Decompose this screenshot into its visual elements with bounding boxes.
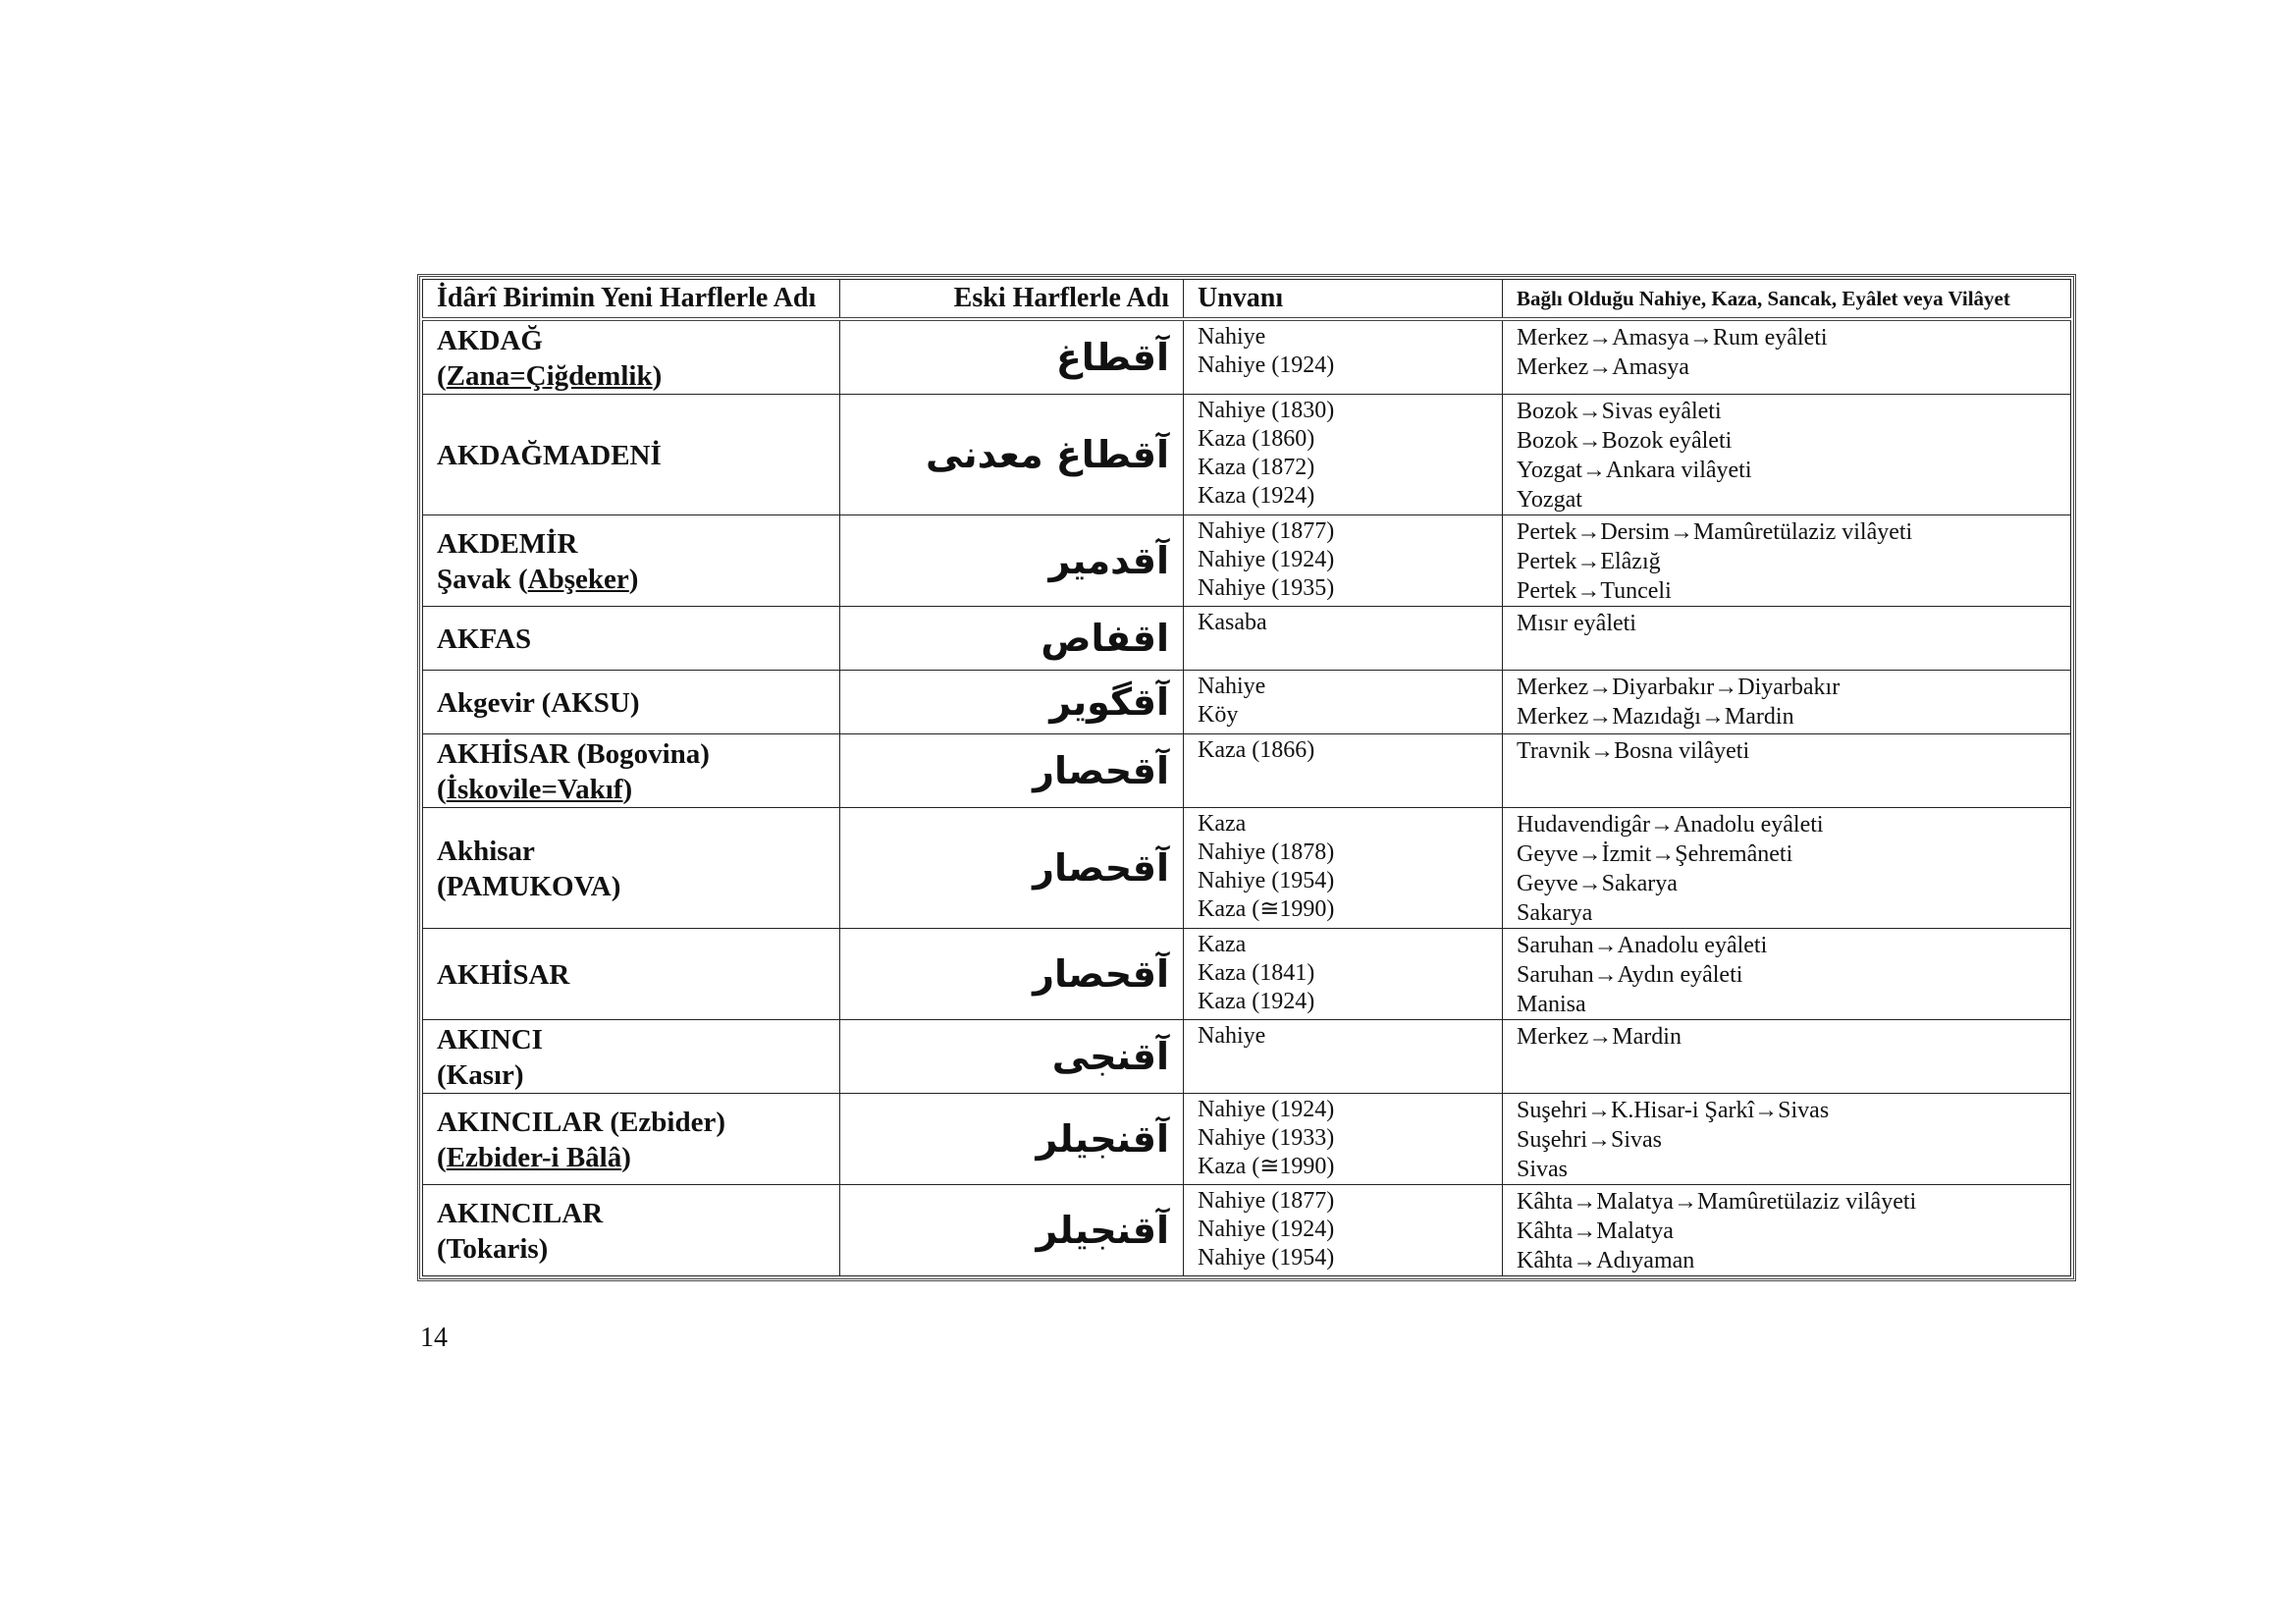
new-name-line <box>437 1105 826 1140</box>
title-item: Nahiye (1830) <box>1198 398 1335 423</box>
table-row <box>423 808 2071 929</box>
affiliation-item: Mısır eyâleti <box>1517 611 1636 636</box>
affiliation-item: Pertek→Tunceli <box>1517 578 1672 604</box>
name-text: (PAMUKOVA) <box>437 871 621 902</box>
title-item: Nahiye (1935) <box>1198 575 1335 601</box>
title-item: Kaza (1924) <box>1198 483 1315 509</box>
name-prefix: ( <box>437 360 447 392</box>
name-text: AKFAS <box>437 623 532 655</box>
title-cell <box>1184 319 1503 395</box>
table-row <box>423 734 2071 808</box>
new-name-line <box>437 772 826 807</box>
title-cell <box>1184 1094 1503 1185</box>
title-item: Kaza (1872) <box>1198 455 1315 480</box>
table-row <box>423 319 2071 395</box>
new-name-cell <box>423 607 840 671</box>
table-row <box>423 1185 2071 1276</box>
new-name-cell <box>423 395 840 515</box>
name-text: AKINCILAR <box>437 1198 604 1229</box>
new-name-line <box>437 1196 826 1231</box>
affiliation-cell <box>1503 1185 2071 1276</box>
new-name-line <box>437 438 826 473</box>
affiliation-item: Hudavendigâr→Anadolu eyâleti <box>1517 812 1824 838</box>
affiliation-item: Merkez→Mardin <box>1517 1024 1682 1050</box>
name-text: AKDAĞ <box>437 325 543 356</box>
title-item: Kaza (≅1990) <box>1198 896 1335 922</box>
affiliation-item: Saruhan→Aydın eyâleti <box>1517 962 1743 988</box>
title-cell <box>1184 515 1503 607</box>
affiliation-cell <box>1503 734 2071 808</box>
title-item: Kaza (1841) <box>1198 960 1315 986</box>
new-name-line <box>437 1140 826 1175</box>
affiliation-item: Sakarya <box>1517 900 1593 926</box>
table-header-row <box>423 280 2071 320</box>
title-item: Kaza (1924) <box>1198 989 1315 1014</box>
affiliation-item: Bozok→Sivas eyâleti <box>1517 399 1722 424</box>
title-item: Nahiye (1924) <box>1198 352 1335 378</box>
affiliation-item: Yozgat→Ankara vilâyeti <box>1517 458 1752 483</box>
new-name-line <box>437 622 826 657</box>
name-suffix: ) <box>628 564 639 595</box>
old-name-cell: اقفاص <box>840 607 1184 671</box>
affiliation-cell <box>1503 515 2071 607</box>
new-name-line <box>437 562 826 597</box>
name-text: AKINCILAR (Ezbider) <box>437 1107 726 1138</box>
new-name-cell <box>423 1020 840 1094</box>
title-item: Nahiye (1877) <box>1198 1188 1335 1214</box>
old-name-cell: آقنجى <box>840 1020 1184 1094</box>
table-row <box>423 671 2071 734</box>
affiliation-item: Yozgat <box>1517 487 1582 513</box>
affiliation-item: Saruhan→Anadolu eyâleti <box>1517 933 1768 958</box>
new-name-line <box>437 869 826 904</box>
new-name-line <box>437 1057 826 1093</box>
header-old-name: Eski Harflerle Adı <box>840 280 1184 320</box>
affiliation-cell <box>1503 319 2071 395</box>
name-suffix: ) <box>622 774 633 805</box>
affiliation-item: Merkez→Diyarbakır→Diyarbakır <box>1517 675 1841 700</box>
affiliation-item: Manisa <box>1517 992 1586 1017</box>
new-name-line <box>437 1231 826 1267</box>
affiliation-item: Suşehri→K.Hisar-i Şarkî→Sivas <box>1517 1098 1830 1123</box>
table-body <box>423 319 2071 1276</box>
old-name-cell: آقحصار <box>840 808 1184 929</box>
name-prefix: ( <box>437 1142 447 1173</box>
header-title: Unvanı <box>1184 280 1503 320</box>
table-row <box>423 515 2071 607</box>
affiliation-item: Pertek→Elâzığ <box>1517 549 1661 574</box>
new-name-line <box>437 736 826 772</box>
name-prefix: ( <box>437 774 447 805</box>
new-name-cell <box>423 1185 840 1276</box>
affiliation-item: Merkez→Amasya <box>1517 354 1689 380</box>
title-item: Kaza <box>1198 811 1247 837</box>
affiliation-cell <box>1503 1020 2071 1094</box>
title-item: Nahiye (1878) <box>1198 839 1335 865</box>
new-name-line <box>437 685 826 721</box>
new-name-cell <box>423 929 840 1020</box>
title-cell <box>1184 1185 1503 1276</box>
name-suffix: ) <box>652 360 663 392</box>
title-cell <box>1184 929 1503 1020</box>
old-name-cell: آقگوير <box>840 671 1184 734</box>
affiliation-cell <box>1503 929 2071 1020</box>
old-name-cell: آقحصار <box>840 929 1184 1020</box>
title-item: Nahiye (1924) <box>1198 547 1335 572</box>
title-cell <box>1184 671 1503 734</box>
table-row <box>423 929 2071 1020</box>
title-item: Kaza (1866) <box>1198 737 1315 763</box>
affiliation-item: Merkez→Amasya→Rum eyâleti <box>1517 325 1828 351</box>
affiliation-item: Kâhta→Malatya→Mamûretülaziz vilâyeti <box>1517 1189 1917 1215</box>
new-name-line <box>437 323 826 358</box>
old-name-cell: آقطاغ <box>840 319 1184 395</box>
name-text: AKDAĞMADENİ <box>437 440 662 471</box>
title-item: Nahiye (1877) <box>1198 518 1335 544</box>
affiliation-cell <box>1503 1094 2071 1185</box>
page-number: 14 <box>420 1323 448 1353</box>
title-item: Köy <box>1198 702 1239 728</box>
new-name-cell <box>423 319 840 395</box>
new-name-line <box>437 957 826 993</box>
new-name-line <box>437 526 826 562</box>
name-text: İskovile=Vakıf <box>446 774 623 805</box>
name-text: AKINCI <box>437 1024 543 1056</box>
old-name-cell: آقدمير <box>840 515 1184 607</box>
name-text: Akhisar <box>437 836 535 867</box>
new-name-cell <box>423 734 840 808</box>
name-suffix: ) <box>621 1142 631 1173</box>
affiliation-item: Suşehri→Sivas <box>1517 1127 1663 1153</box>
table-row <box>423 607 2071 671</box>
new-name-line <box>437 834 826 869</box>
title-cell <box>1184 1020 1503 1094</box>
affiliation-item: Pertek→Dersim→Mamûretülaziz vilâyeti <box>1517 519 1913 545</box>
title-cell <box>1184 808 1503 929</box>
affiliation-item: Geyve→Sakarya <box>1517 871 1678 896</box>
name-text: Ezbider-i Bâlâ <box>446 1142 622 1173</box>
table-row <box>423 395 2071 515</box>
name-text: Abşeker <box>527 564 629 595</box>
new-name-cell <box>423 808 840 929</box>
affiliation-cell <box>1503 671 2071 734</box>
title-item: Nahiye (1933) <box>1198 1125 1335 1151</box>
title-item: Nahiye <box>1198 674 1266 699</box>
title-item: Nahiye (1924) <box>1198 1217 1335 1242</box>
name-text: Zana=Çiğdemlik <box>446 360 653 392</box>
affiliation-item: Sivas <box>1517 1157 1569 1182</box>
title-item: Kaza <box>1198 932 1247 957</box>
affiliation-item: Kâhta→Malatya <box>1517 1218 1674 1244</box>
name-text: (Tokaris) <box>437 1233 549 1265</box>
new-name-line <box>437 1022 826 1057</box>
table-row <box>423 1094 2071 1185</box>
title-item: Kaza (1860) <box>1198 426 1315 452</box>
name-text: AKDEMİR <box>437 528 578 560</box>
new-name-cell <box>423 1094 840 1185</box>
new-name-cell <box>423 671 840 734</box>
title-item: Nahiye (1924) <box>1198 1097 1335 1122</box>
old-name-cell: آقطاغ معدنى <box>840 395 1184 515</box>
new-name-line <box>437 358 826 394</box>
old-name-cell: آقنجيلر <box>840 1094 1184 1185</box>
table-row <box>423 1020 2071 1094</box>
admin-units-table-frame <box>417 274 2076 1281</box>
affiliation-cell <box>1503 808 2071 929</box>
old-name-cell: آقحصار <box>840 734 1184 808</box>
title-item: Kaza (≅1990) <box>1198 1154 1335 1179</box>
affiliation-cell <box>1503 395 2071 515</box>
header-new-name: İdârî Birimin Yeni Harflerle Adı <box>423 280 840 320</box>
title-cell <box>1184 395 1503 515</box>
new-name-cell <box>423 515 840 607</box>
affiliation-item: Merkez→Mazıdağı→Mardin <box>1517 704 1794 730</box>
affiliation-item: Geyve→İzmit→Şehremâneti <box>1517 841 1793 867</box>
affiliation-item: Bozok→Bozok eyâleti <box>1517 428 1733 454</box>
name-prefix: Şavak ( <box>437 564 528 595</box>
affiliation-item: Kâhta→Adıyaman <box>1517 1248 1695 1273</box>
title-item: Kasaba <box>1198 610 1267 635</box>
name-text: AKHİSAR (Bogovina) <box>437 738 710 770</box>
title-cell <box>1184 734 1503 808</box>
name-text: AKHİSAR <box>437 959 570 991</box>
title-item: Nahiye <box>1198 324 1266 350</box>
header-affiliation: Bağlı Olduğu Nahiye, Kaza, Sancak, Eyâlet veya Vilâyet <box>1503 280 2071 320</box>
admin-units-table <box>422 279 2071 1276</box>
title-item: Nahiye (1954) <box>1198 868 1335 893</box>
title-item: Nahiye <box>1198 1023 1266 1049</box>
title-item: Nahiye (1954) <box>1198 1245 1335 1271</box>
title-cell <box>1184 607 1503 671</box>
name-text: Akgevir (AKSU) <box>437 687 640 719</box>
name-text: (Kasır) <box>437 1059 524 1091</box>
affiliation-item: Travnik→Bosna vilâyeti <box>1517 738 1750 764</box>
old-name-cell: آقنجيلر <box>840 1185 1184 1276</box>
affiliation-cell <box>1503 607 2071 671</box>
